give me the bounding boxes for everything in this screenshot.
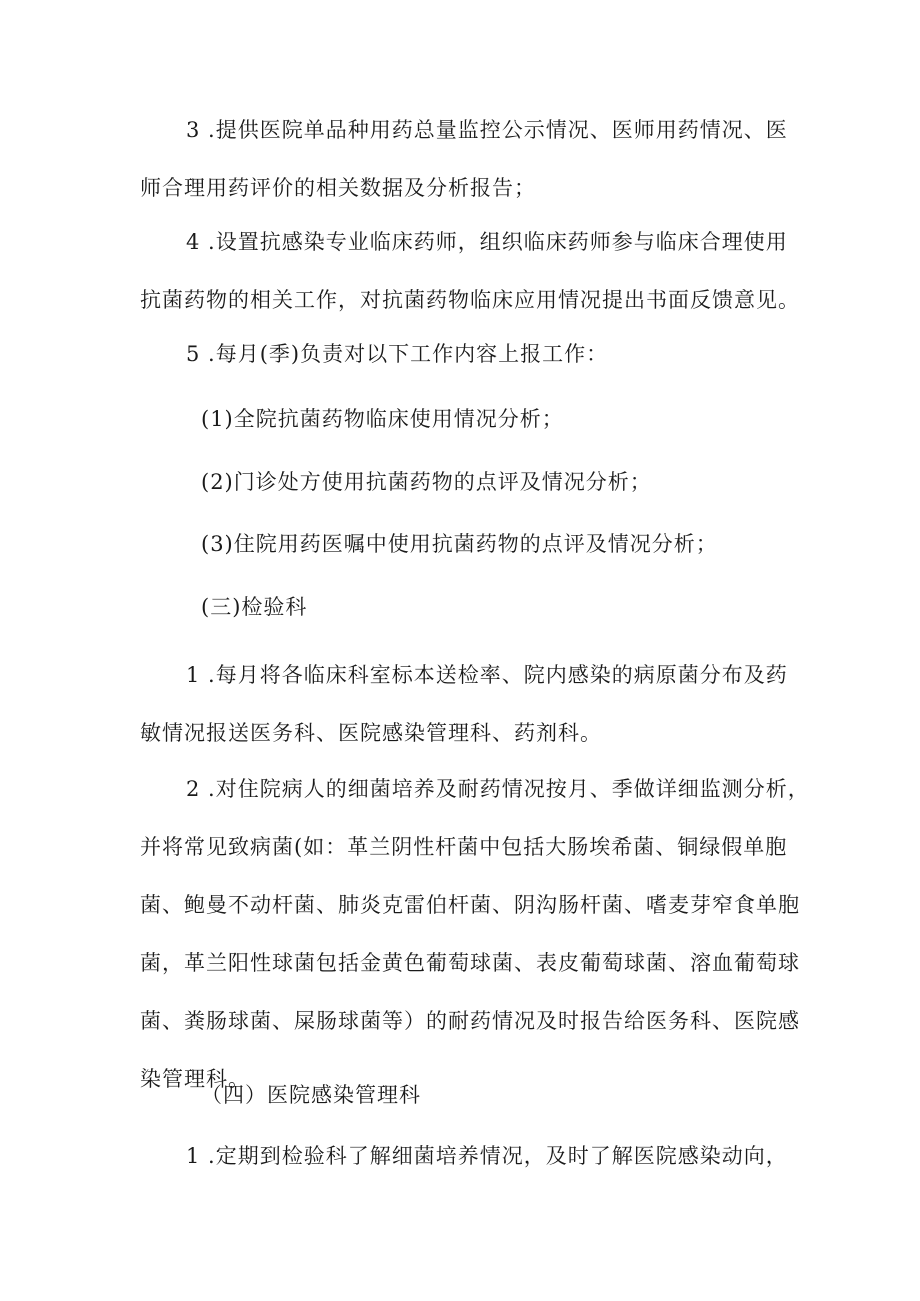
paragraph-line: 染管理科。 bbox=[140, 1067, 250, 1091]
paragraph-line: 菌，革兰阳性球菌包括金黄色葡萄球菌、表皮葡萄球菌、溶血葡萄球 bbox=[140, 951, 800, 975]
paragraph-line: 4 .设置抗感染专业临床药师，组织临床药师参与临床合理使用 bbox=[186, 230, 788, 254]
sub-item-1 bbox=[201, 390, 564, 448]
paragraph-line: 5 .每月(季)负责对以下工作内容上报工作： bbox=[186, 342, 609, 366]
paragraph-line: 3 .提供医院单品种用药总量监控公示情况、医师用药情况、医 bbox=[186, 118, 788, 142]
paragraph-line: 并将常见致病菌(如：革兰阴性杆菌中包括大肠埃希菌、铜绿假单胞 bbox=[140, 835, 788, 859]
paragraph-item-3 bbox=[140, 101, 788, 217]
section-title: (三)检验科 bbox=[201, 595, 308, 619]
paragraph-line: (1)全院抗菌药物临床使用情况分析； bbox=[201, 407, 564, 431]
section-heading-lab bbox=[201, 578, 307, 636]
paragraph-line: 1 .定期到检验科了解细菌培养情况，及时了解医院感染动向， bbox=[186, 1144, 788, 1168]
paragraph-line: 菌、粪肠球菌、屎肠球菌等）的耐药情况及时报告给医务科、医院感 bbox=[140, 1009, 800, 1033]
sub-item-3 bbox=[201, 515, 718, 573]
section-heading-infection-control bbox=[201, 1066, 421, 1124]
paragraph-line: 2 .对住院病人的细菌培养及耐药情况按月、季做详细监测分析， bbox=[186, 777, 810, 801]
section-title: （四）医院感染管理科 bbox=[201, 1083, 421, 1107]
lab-item-2 bbox=[140, 760, 810, 1108]
paragraph-line: 1 .每月将各临床科室标本送检率、院内感染的病原菌分布及药 bbox=[186, 663, 788, 687]
infection-control-item-1 bbox=[186, 1127, 788, 1185]
paragraph-line: 师合理用药评价的相关数据及分析报告； bbox=[140, 176, 536, 200]
paragraph-line: 菌、鲍曼不动杆菌、肺炎克雷伯杆菌、阴沟肠杆菌、嗜麦芽窄食单胞 bbox=[140, 893, 800, 917]
sub-item-2 bbox=[201, 453, 652, 511]
lab-item-1 bbox=[140, 646, 788, 762]
paragraph-line: 抗菌药物的相关工作，对抗菌药物临床应用情况提出书面反馈意见。 bbox=[140, 288, 800, 312]
paragraph-item-5 bbox=[186, 325, 608, 383]
paragraph-line: 敏情况报送医务科、医院感染管理科、药剂科。 bbox=[140, 721, 602, 745]
paragraph-line: (2)门诊处方使用抗菌药物的点评及情况分析； bbox=[201, 470, 652, 494]
paragraph-line: (3)住院用药医嘱中使用抗菌药物的点评及情况分析； bbox=[201, 532, 718, 556]
paragraph-item-4 bbox=[140, 213, 800, 329]
